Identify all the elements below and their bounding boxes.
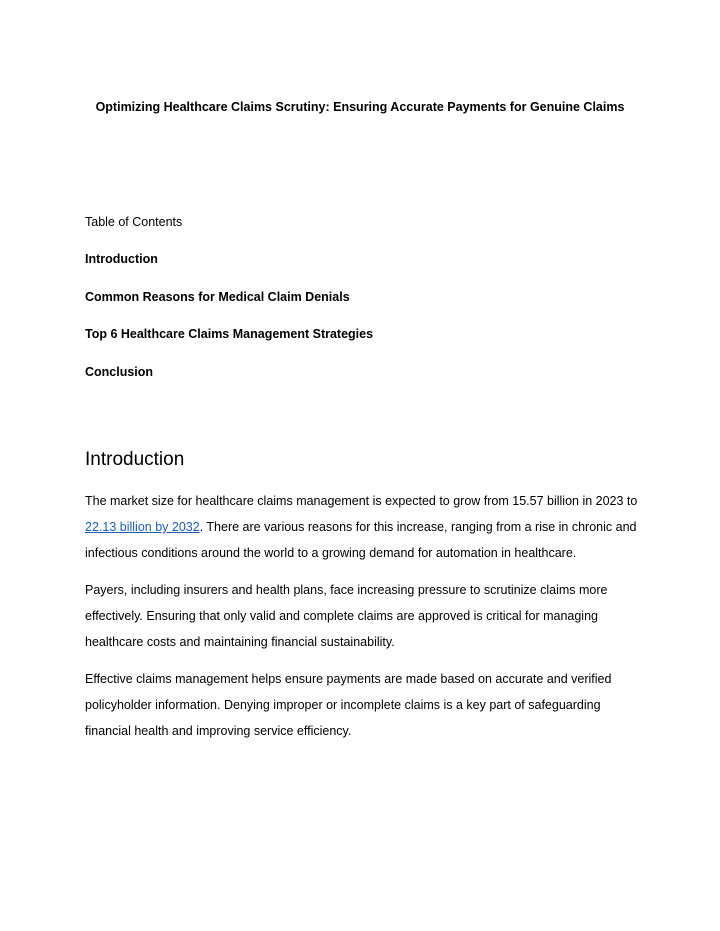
toc-heading: Table of Contents <box>85 215 183 229</box>
document-title: Optimizing Healthcare Claims Scrutiny: Ensuring Accurate Payments for Genuine Claims <box>95 100 625 114</box>
paragraph-text: The market size for healthcare claims management is expected to grow from 15.57 billion in 2023 to <box>85 494 638 508</box>
paragraph-text: . There are various reasons for this increase, ranging from a rise in chronic and infectious conditions around the world to a growing demand for automation in healthcare. <box>85 520 637 560</box>
introduction-body <box>85 488 645 755</box>
introduction-paragraph-2: Payers, including insurers and health plans, face increasing pressure to scrutinize claims more effectively. Ensuring that only valid and complete claims are approved is critical for managing healthcare costs and maintaining financial sustainability. <box>85 583 608 649</box>
introduction-heading: Introduction <box>85 449 185 470</box>
toc-list <box>85 250 645 381</box>
market-size-link[interactable]: 22.13 billion by 2032 <box>85 520 200 534</box>
toc-item-strategies[interactable]: Top 6 Healthcare Claims Management Strategies <box>85 327 374 341</box>
table-of-contents <box>85 213 645 400</box>
toc-item-conclusion[interactable]: Conclusion <box>85 364 154 379</box>
toc-item-introduction[interactable]: Introduction <box>85 252 158 266</box>
introduction-paragraph-3: Effective claims management helps ensure payments are made based on accurate and verified policyholder information. Denying improper or incomplete claims is a key part of safeguarding financial health and improving service efficiency. <box>85 672 612 738</box>
toc-item-common-reasons[interactable]: Common Reasons for Medical Claim Denials <box>85 289 350 304</box>
introduction-paragraph-1 <box>85 488 645 566</box>
